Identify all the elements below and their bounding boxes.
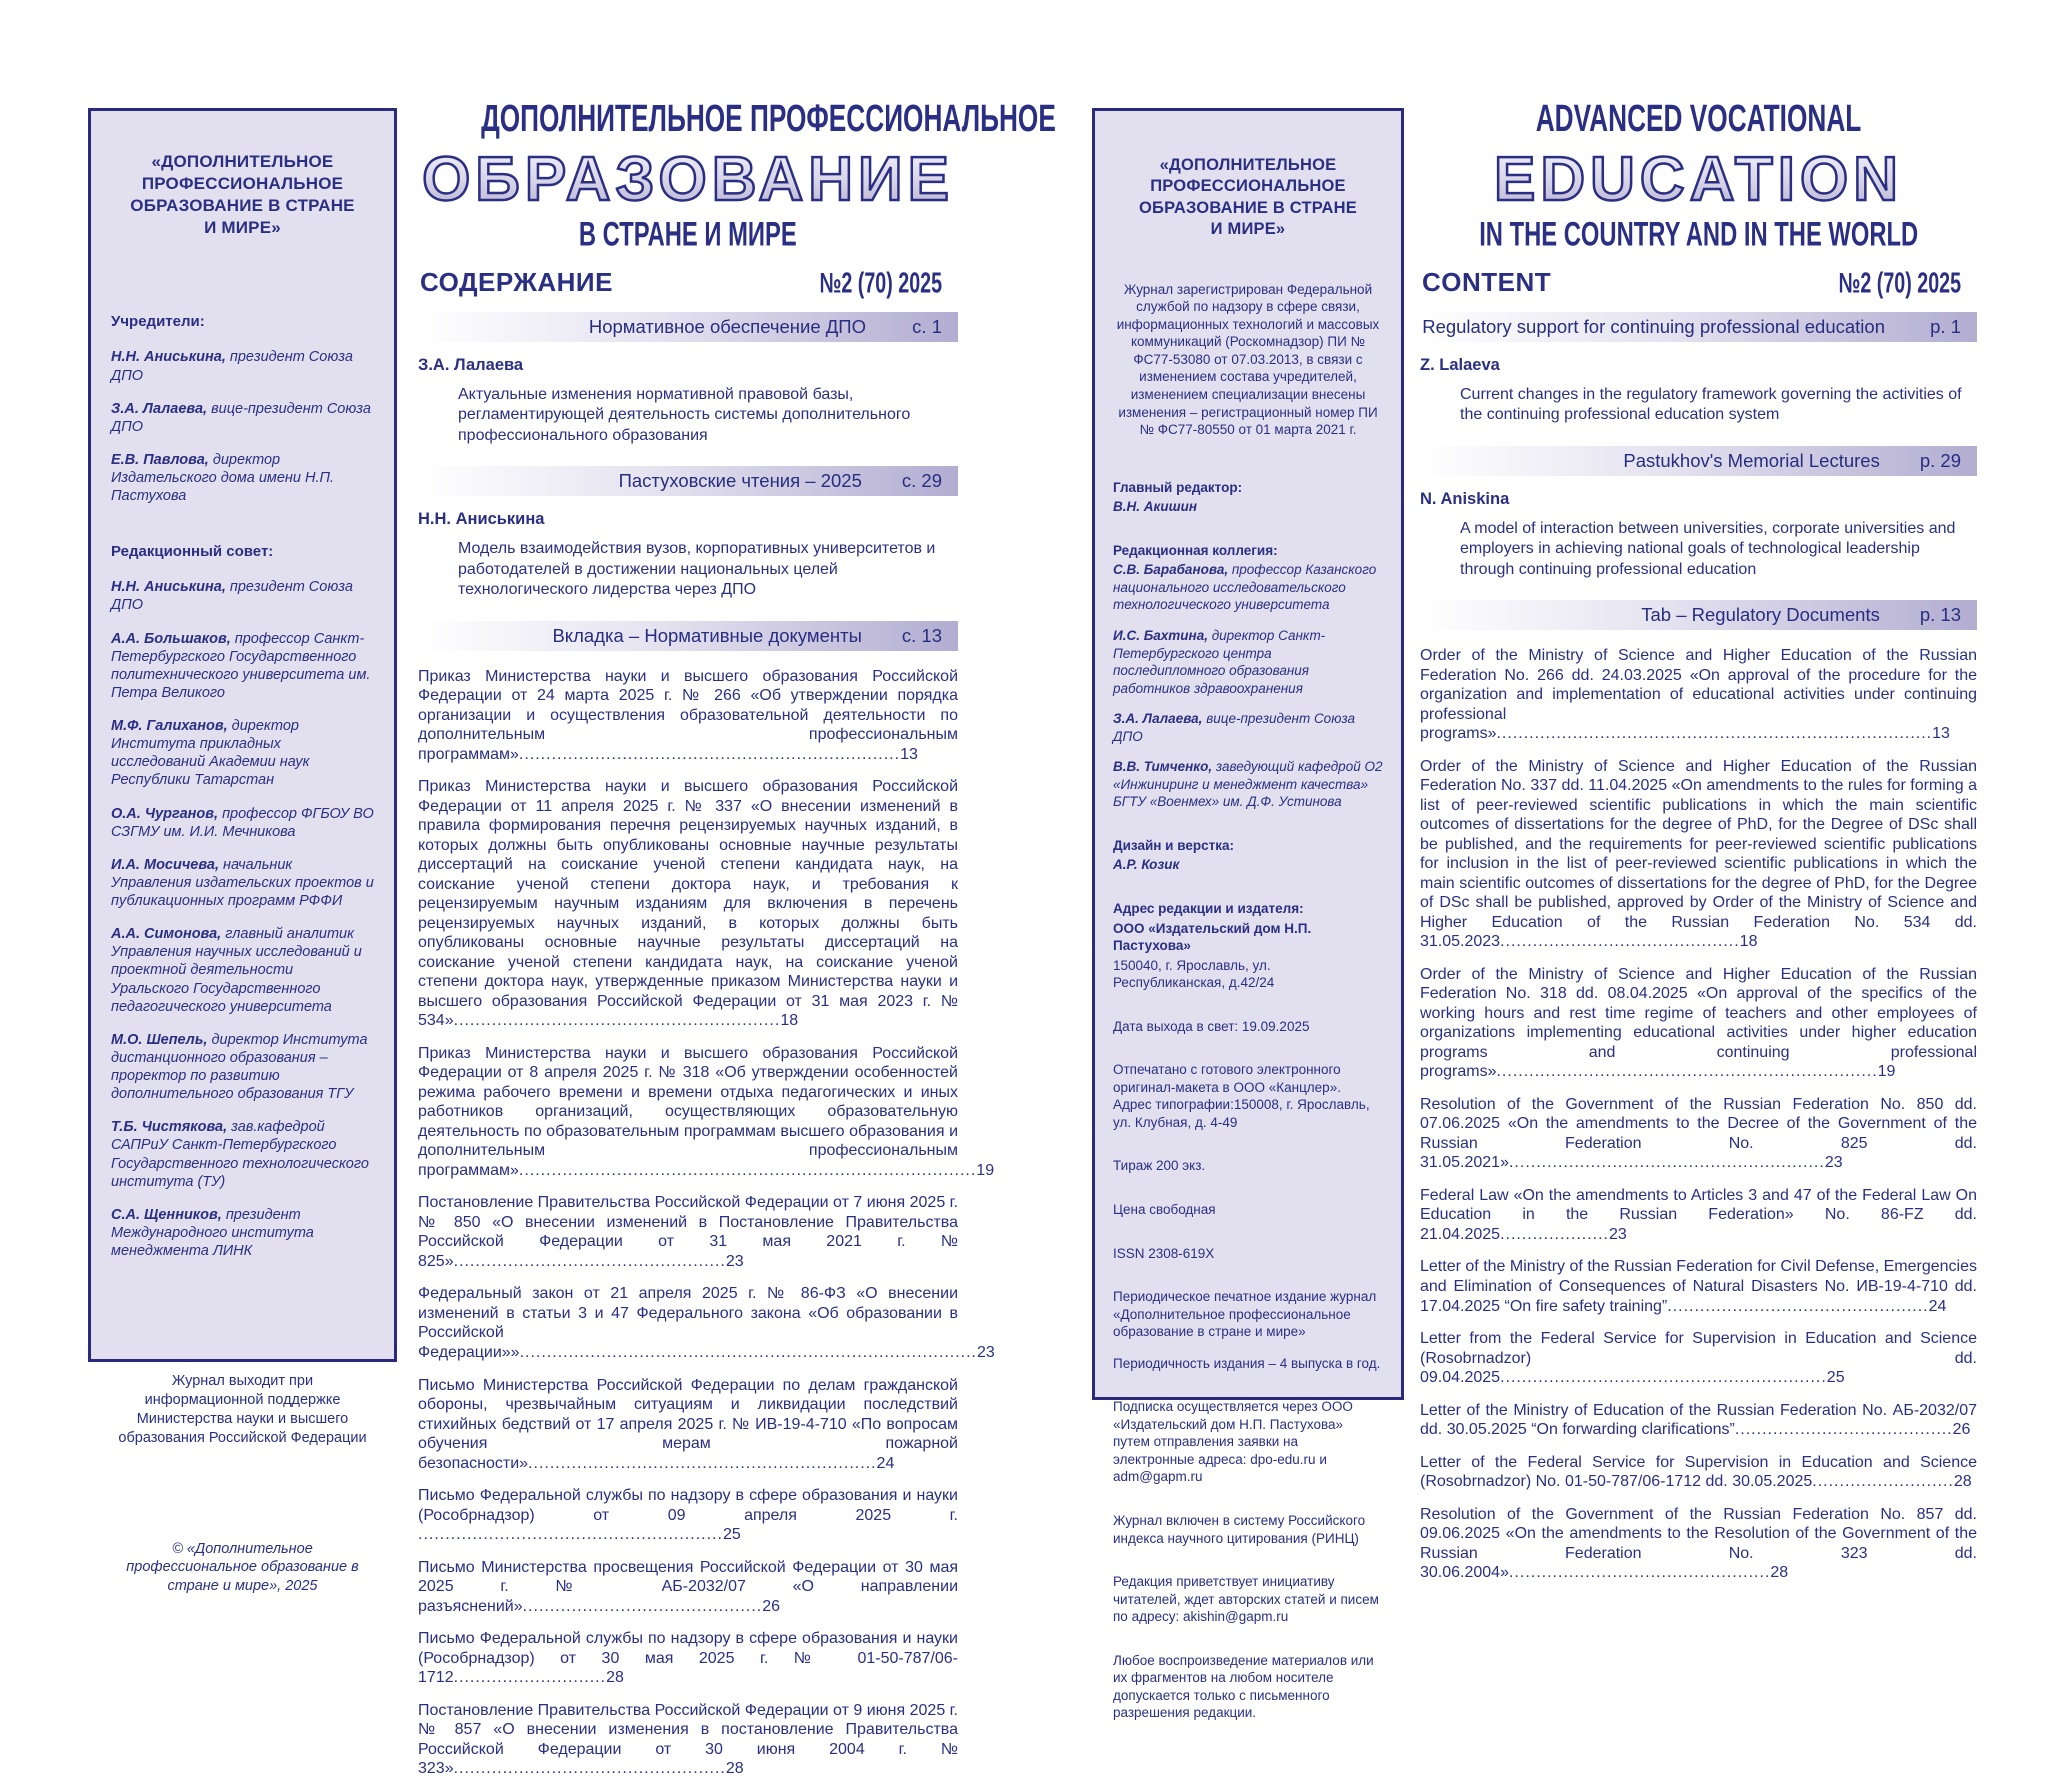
toc-item-page: 28	[725, 1760, 744, 1778]
toc-item	[418, 777, 958, 1031]
toc-item-page: 13	[1932, 725, 1950, 743]
imprint-box-publishing	[1092, 108, 1404, 1721]
toc-item	[418, 1701, 958, 1779]
person-name: Е.В. Павлова,	[111, 451, 209, 468]
toc-item-text: Order of the Ministry of Science and Higher Education of the Russian Federation No. 266 dd. 24.03.2025 «On approval of the procedure for the organization and implementation of educational activities under continuing professional programs»	[1420, 647, 1977, 743]
toc-item-page: 23	[1608, 1225, 1627, 1243]
registration-note: Журнал зарегистрирован Федеральной службой по надзору в сфере связи, информационных технологий и массовых коммуникаций (Роскомнадзор) ПИ № ФС77-53080 от 07.03.2013, в связи с изменением состава учредителей, изменением специализации внесены изменения – регистрационный номер ПИ № ФС77-80550 от 01 марта 2021 г.	[1116, 281, 1380, 438]
person-role: профессор Казанского национального исследовательского технологического университета	[1113, 562, 1377, 613]
board-entry	[1113, 710, 1383, 745]
toc-item-text: Письмо Министерства просвещения Российской Федерации от 30 мая 2025 г. № АБ-2032/07 «О направлении разъяснений»	[418, 1558, 958, 1615]
section-page: с. 13	[901, 624, 942, 646]
toc-item-leader: ..........................	[1812, 1473, 1954, 1491]
toc-item-text: Letter of the Ministry of Education of the Russian Federation No. АБ-2032/07 dd. 30.05.2025 “On forwarding clarifications”	[1420, 1401, 1977, 1439]
toc-item-leader: ......................................................................	[1496, 1063, 1878, 1081]
toc-item	[1420, 1095, 1977, 1173]
toc-item-page: 23	[1824, 1154, 1843, 1172]
person-name: З.А. Лалаева,	[111, 400, 208, 417]
toc-item-text: Order of the Ministry of Science and Higher Education of the Russian Federation No. 318 dd. 08.04.2025 «On approval of the specifics of the working hours and rest time regime of teachers and other employees of organizations implementing educational activities under higher education programs and continuing professional programs»	[1420, 965, 1977, 1081]
section-bar	[1420, 600, 1977, 630]
founder-entry	[111, 400, 374, 436]
toc-item-leader: ................................................................	[528, 1454, 877, 1472]
imprint-box-russian	[88, 108, 397, 1595]
toc-item	[418, 1629, 958, 1688]
toc-item-text: Federal Law «On the amendments to Articles 3 and 47 of the Federal Law On Education in the Russian Federation» No. 86-FZ dd. 21.04.2025	[1420, 1186, 1977, 1243]
masthead-ru-line3: В СТРАНЕ И МИРЕ	[579, 215, 797, 254]
frequency-note: Периодичность издания – 4 выпуска в год.	[1113, 1355, 1381, 1371]
contents-row-ru	[420, 267, 956, 298]
section-title: Pastukhov's Memorial Lectures	[1623, 449, 1880, 471]
toc-item-page: 18	[1739, 933, 1758, 951]
council-entry	[111, 717, 374, 790]
toc-item-page: 26	[762, 1597, 780, 1615]
copyright-note: © «Дополнительное профессиональное образование в стране и мире», 2025	[126, 1540, 359, 1595]
document-list-ru	[418, 667, 995, 1779]
person-role: директор Института прикладных исследований Академии наук Республики Татарстан	[111, 718, 310, 789]
toc-item-leader: ..................................................	[453, 1760, 726, 1778]
toc-item	[418, 1193, 958, 1271]
person-name: А.А. Симонова,	[111, 926, 222, 943]
toc-item-page: 28	[606, 1669, 624, 1687]
person-name: М.О. Шепель,	[111, 1031, 208, 1048]
toc-item-page: 19	[976, 1161, 995, 1179]
issue-number-ru: №2 (70) 2025	[819, 267, 943, 300]
person-name: Н.Н. Аниськина,	[111, 349, 226, 366]
price: Цена свободная	[1113, 1201, 1216, 1217]
reproduction-note: Любое воспроизведение материалов или их фрагментов на любом носителе допускается только с письменного разрешения редакции.	[1113, 1652, 1374, 1721]
toc-item	[418, 1486, 958, 1545]
person-role: начальник Управления издательских проектов и публикационных программ РФФИ	[111, 856, 374, 909]
chief-editor-name: В.Н. Акишин	[1113, 499, 1197, 515]
person-role: президент Союза ДПО	[111, 579, 353, 614]
board-entry	[1113, 758, 1383, 811]
section-title: Вкладка – Нормативные документы	[552, 624, 862, 646]
publisher-address: 150040, г. Ярославль, ул. Республиканская, д.42/24	[1113, 957, 1275, 991]
toc-item-text: Федеральный закон от 21 апреля 2025 г. № 86-ФЗ «О внесении изменений в статьи 3 и 47 Федерального закона «Об образовании в Российской Федерации»»	[418, 1285, 958, 1361]
circulation: Тираж 200 экз.	[1113, 1158, 1206, 1174]
toc-item-page: 24	[876, 1454, 895, 1472]
council-entry	[111, 925, 374, 1016]
toc-item	[1420, 1186, 1977, 1245]
person-name: С.В. Барабанова,	[1113, 562, 1229, 578]
toc-item-page: 19	[1877, 1063, 1896, 1081]
toc-item	[1420, 1401, 1977, 1440]
toc-item-leader: ......................................................................	[518, 745, 901, 763]
person-name: С.А. Щенников,	[111, 1206, 222, 1223]
toc-item-leader: ....................	[1500, 1225, 1609, 1243]
toc-item-leader: ............................................	[1500, 933, 1740, 951]
article-title: Current changes in the regulatory framework governing the activities of the continuing professional education system	[1460, 385, 1962, 424]
contents-label-ru: СОДЕРЖАНИЕ	[420, 266, 613, 297]
section-page: с. 1	[912, 315, 942, 337]
toc-item-text: Приказ Министерства науки и высшего образования Российской Федерации от 24 марта 2025 г. № 266 «Об утверждении порядка организации и осуществления образовательной деятельности по дополнительным профессиональным программам»	[418, 667, 958, 763]
toc-english	[1420, 96, 1977, 1596]
toc-item-text: Постановление Правительства Российской Федерации от 7 июня 2025 г. № 850 «О внесении изменений в Постановление Правительства Российской Федерации от 31 мая 2021 г. № 825»	[418, 1194, 958, 1270]
person-role: зав.кафедрой САПРиУ Санкт-Петербургского Государственного технологического института (ТУ)	[111, 1119, 369, 1190]
founder-entry	[111, 451, 374, 505]
toc-item-page: 25	[722, 1526, 741, 1544]
toc-item-text: Приказ Министерства науки и высшего образования Российской Федерации от 8 апреля 2025 г. № 318 «Об утверждении особенностей режима рабочего времени и времени отдыха педагогических и иных работников организаций, осуществляющих образовательную деятельность по образовательным программам высшего образования и дополнительным профессиональным программам»	[418, 1044, 958, 1179]
section-page: p. 13	[1919, 604, 1961, 626]
toc-item-text: Letter of the Federal Service for Supervision in Education and Science (Rosobrnadzor) No. 01-50-787/06-1712 dd. 30.05.2025	[1420, 1453, 1977, 1491]
person-role: профессор Санкт-Петербургского Государственного политехнического университета им. Петра Великого	[111, 630, 371, 701]
toc-item-leader: ................................................................................	[1496, 725, 1933, 743]
issue-number-en: №2 (70) 2025	[1838, 267, 1962, 300]
toc-item-page: 23	[976, 1344, 995, 1361]
council-entry	[111, 1118, 374, 1191]
issn: ISSN 2308-619X	[1113, 1245, 1215, 1261]
support-note: Журнал выходит при информационной поддержке Министерства науки и высшего образования Российской Федерации	[118, 1373, 367, 1446]
person-name: И.С. Бахтина,	[1113, 627, 1208, 643]
contents-row-en	[1422, 267, 1975, 298]
toc-item-page: 23	[725, 1252, 744, 1270]
board-entry	[1113, 561, 1383, 614]
founders-list	[111, 348, 374, 505]
board-list	[1113, 561, 1383, 811]
rinc-note: Журнал включен в систему Российского индекса научного цитирования (РИНЦ)	[1113, 1513, 1366, 1546]
article-title: Модель взаимодействия вузов, корпоративных университетов и работодателей в достижении национальных целей технологического лидерства через ДПО	[458, 540, 936, 599]
toc-item	[418, 1044, 995, 1181]
journal-title-ru: «ДОПОЛНИТЕЛЬНОЕ ПРОФЕССИОНАЛЬНОЕ ОБРАЗОВАНИЕ В СТРАНЕ И МИРЕ»	[130, 152, 355, 238]
article-author: Н.Н. Аниськина	[418, 510, 545, 529]
toc-item	[1420, 757, 1977, 952]
toc-item-leader: ..................................................	[453, 1252, 726, 1270]
article-author: N. Aniskina	[1420, 489, 1510, 508]
council-entry	[111, 1206, 374, 1260]
toc-item	[1420, 646, 1977, 744]
toc-item-page: 18	[780, 1012, 799, 1030]
masthead-en-line1: ADVANCED VOCATIONAL	[1535, 96, 1862, 140]
masthead-ru-line1: ДОПОЛНИТЕЛЬНОЕ ПРОФЕССИОНАЛЬНОЕ	[481, 96, 1056, 140]
person-name: Т.Б. Чистякова,	[111, 1119, 228, 1136]
printing-note: Отпечатано с готового электронного оригинал-макета в ООО «Канцлер». Адрес типографии:150008, г. Ярославль, ул. Клубная, д. 4-49	[1113, 1062, 1370, 1130]
person-name: В.В. Тимченко,	[1113, 759, 1213, 775]
publisher-name: ООО «Издательский дом Н.П. Пастухова»	[1113, 920, 1312, 954]
person-role: директор Издательского дома имени Н.П. Пастухова	[111, 451, 335, 505]
person-name: О.А. Чурганов,	[111, 805, 219, 822]
section-title: Regulatory support for continuing professional education	[1422, 315, 1885, 337]
founder-entry	[111, 348, 374, 384]
person-role: главный аналитик Управления научных исследований и проектной деятельности Уральского Государственного педагогического университета	[111, 926, 362, 1015]
council-entry	[111, 856, 374, 910]
toc-item	[418, 1558, 958, 1617]
toc-item-leader: ................................................	[1508, 1564, 1771, 1582]
council-list	[111, 578, 374, 1260]
section-bar	[1420, 446, 1977, 476]
council-entry	[111, 630, 374, 703]
design-heading: Дизайн и верстка:	[1113, 837, 1234, 853]
person-role: профессор ФГБОУ ВО СЗГМУ им. И.И. Мечникова	[111, 805, 374, 840]
masthead-en-line3: IN THE COUNTRY AND IN THE WORLD	[1478, 215, 1919, 254]
toc-item-leader: ................................................	[1667, 1297, 1929, 1315]
section-bar	[1420, 312, 1977, 342]
toc-item	[1420, 965, 1977, 1082]
toc-item-leader: ............................................	[522, 1597, 763, 1615]
toc-item-text: Приказ Министерства науки и высшего образования Российской Федерации от 11 апреля 2025 г. № 337 «О внесении изменений в правила формирования перечня рецензируемых научных изданий, в которых должны быть опубликованы основные научные результаты диссертаций на соискание ученой степени кандидата наук, на соискание ученой степени доктора наук, и требования к рецензируемым научным изданиям для включения в перечень рецензируемых научных изданий, в которых должны быть опубликованы основные научные результаты диссертаций на соискание ученой степени кандидата наук, на соискание ученой степени доктора наук, утвержденные приказом Министерства науки и высшего образования Российской Федерации от 31 мая 2023 г. № 534»	[418, 778, 958, 1030]
section-title: Tab – Regulatory Documents	[1641, 604, 1880, 626]
periodical-note: Периодическое печатное издание журнал «Дополнительное профессиональное образование в стране и мире»	[1113, 1289, 1377, 1340]
masthead-en-line2: EDUCATION	[1494, 144, 1903, 214]
section-page: p. 29	[1919, 449, 1961, 471]
board-heading: Редакционная коллегия:	[1113, 542, 1278, 558]
toc-item-leader: ........................................	[1734, 1421, 1953, 1439]
letters-note: Редакция приветствует инициативу читателей, ждет авторских статей и писем по адресу: akishin@gapm.ru	[1113, 1574, 1379, 1625]
article-author: З.А. Лалаева	[418, 355, 524, 374]
person-name: И.А. Мосичева,	[111, 856, 220, 873]
designer-name: А.Р. Козик	[1113, 857, 1180, 873]
toc-item-text: Resolution of the Government of the Russian Federation No. 857 dd. 09.06.2025 «On the amendments to the Resolution of the Government of the Russian Federation No. 323 dd. 30.06.2004»	[1420, 1505, 1977, 1582]
toc-item-text: Письмо Федеральной службы по надзору в сфере образования и науки (Рособрнадзор) от 09 апреля 2025 г.	[418, 1487, 958, 1524]
toc-item	[1420, 1329, 1977, 1388]
person-role: президент Международного института менеджмента ЛИНК	[111, 1206, 314, 1259]
section-title: Пастуховские чтения – 2025	[618, 470, 862, 492]
article-title: Актуальные изменения нормативной правовой базы, регламентирующей деятельность системы дополнительного профессионального образования	[458, 385, 911, 444]
council-entry	[111, 578, 374, 614]
toc-item-leader: ............................................................	[453, 1012, 781, 1030]
toc-item-leader: ....................................................................................	[518, 1161, 977, 1179]
founders-heading: Учредители:	[111, 313, 205, 331]
toc-item-leader: ....................................................................................	[519, 1344, 977, 1361]
journal-title-mid: «ДОПОЛНИТЕЛЬНОЕ ПРОФЕССИОНАЛЬНОЕ ОБРАЗОВАНИЕ В СТРАНЕ И МИРЕ»	[1139, 156, 1357, 239]
toc-item	[1420, 1453, 1977, 1492]
toc-item-page: 25	[1826, 1369, 1845, 1387]
council-entry	[111, 805, 374, 841]
person-role: президент Союза ДПО	[111, 349, 353, 384]
toc-item-text: Letter of the Ministry of the Russian Federation for Civil Defense, Emergencies and Elimination of Consequences of Natural Disasters No. ИВ-19-4-710 dd. 17.04.2025 “On fire safety training”	[1420, 1258, 1977, 1315]
person-name: М.Ф. Галиханов,	[111, 718, 228, 734]
person-role: директор Санкт-Петербургского центра последипломного образования работников здравоохранения	[1113, 627, 1326, 696]
masthead-en	[1420, 96, 1977, 254]
board-entry	[1113, 627, 1383, 697]
person-role: вице-президент Союза ДПО	[111, 400, 371, 435]
person-role: директор Института дистанционного образования – проректор по развитию дополнительного образования ТГУ	[111, 1031, 368, 1103]
section-bar	[418, 312, 958, 342]
section-title: Нормативное обеспечение ДПО	[588, 315, 866, 337]
toc-item-text: Resolution of the Government of the Russian Federation No. 850 dd. 07.06.2025 «On the amendments to the Decree of the Government of the Russian Federation No. 825 dd. 31.05.2021»	[1420, 1095, 1977, 1172]
masthead-ru	[418, 96, 1056, 254]
person-role: заведующий кафедрой О2 «Инжиниринг и менеджмент качества» БГТУ «Военмех» им. Д.Ф. Устинова	[1113, 759, 1383, 810]
toc-item	[418, 1376, 958, 1474]
toc-item	[418, 667, 958, 765]
toc-russian	[418, 96, 1056, 1792]
toc-item-page: 28	[1770, 1564, 1789, 1582]
subscription-note: Подписка осуществляется через ООО «Издательский дом Н.П. Пастухова» путем отправления заявки на электронные адреса: dpo-edu.ru и adm@gapm.ru	[1113, 1399, 1353, 1485]
masthead-ru-line2: ОБРАЗОВАНИЕ	[422, 144, 954, 214]
toc-item-text: Order of the Ministry of Science and Higher Education of the Russian Federation No. 337 dd. 11.04.2025 «On amendments to the rules for forming a list of peer-reviewed scientific publications in which the main scientific outcomes of dissertations for the degree of PhD, for the Degree of DSc shall be published, and the requirements for peer-reviewed scientific publications for inclusion in the list of peer-reviewed scientific publications in which the main scientific outcomes of dissertations for the degree of PhD, for the Degree of DSc shall be published, approved by Order of the Ministry of Science and Higher Education of the Russian Federation No. 534 dd. 31.05.2023	[1420, 757, 1977, 951]
toc-item-text: Письмо Министерства Российской Федерации по делам гражданской обороны, чрезвычайным ситуациям и ликвидации последствий стихийных бедствий от 17 апреля 2025 г. № ИВ-19-4-710 «По вопросам обучения мерам пожарной безопасности»	[418, 1376, 958, 1472]
article-title: A model of interaction between universities, corporate universities and employers in achieving national goals of technological leadership through continuing professional education	[1460, 519, 1956, 578]
council-heading: Редакционный совет:	[111, 543, 274, 561]
council-entry	[111, 1031, 374, 1104]
person-name: Н.Н. Аниськина,	[111, 579, 226, 596]
document-list-en	[1420, 646, 1977, 1583]
toc-item	[1420, 1257, 1977, 1316]
section-bar	[418, 621, 958, 651]
toc-item-leader: ............................................................	[1500, 1369, 1827, 1387]
person-role: вице-президент Союза ДПО	[1113, 711, 1355, 744]
address-heading: Адрес редакции и издателя:	[1113, 900, 1304, 916]
person-name: А.А. Большаков,	[111, 630, 231, 647]
toc-item-leader: ..........................................................	[1508, 1154, 1825, 1172]
toc-item-leader: ........................................................	[418, 1526, 723, 1544]
person-name: З.А. Лалаева,	[1113, 711, 1203, 727]
toc-item	[1420, 1505, 1977, 1583]
contents-label-en: CONTENT	[1422, 266, 1552, 297]
toc-item-text: Letter from the Federal Service for Supervision in Education and Science (Rosobrnadzor) dd. 09.04.2025	[1420, 1330, 1977, 1387]
article-author: Z. Lalaeva	[1420, 355, 1500, 374]
release-date: Дата выхода в свет: 19.09.2025	[1113, 1018, 1310, 1034]
section-page: p. 1	[1930, 315, 1961, 337]
section-bar	[418, 466, 958, 496]
toc-item-page: 28	[1953, 1473, 1972, 1491]
chief-editor-heading: Главный редактор:	[1113, 479, 1243, 495]
toc-item-text: Постановление Правительства Российской Федерации от 9 июня 2025 г. № 857 «О внесении изменения в постановление Правительства Российской Федерации от 30 июня 2004 г. № 323»	[418, 1701, 958, 1778]
toc-item	[418, 1284, 995, 1362]
toc-item-page: 13	[900, 745, 918, 763]
section-page: с. 29	[901, 470, 942, 492]
toc-item-page: 26	[1952, 1421, 1971, 1439]
toc-item-page: 24	[1928, 1297, 1947, 1315]
toc-item-text: Письмо Федеральной службы по надзору в сфере образования и науки (Рособрнадзор) от 30 мая 2025 г. № 01-50-787/06-1712	[418, 1630, 958, 1687]
toc-item-leader: ............................	[453, 1669, 607, 1687]
